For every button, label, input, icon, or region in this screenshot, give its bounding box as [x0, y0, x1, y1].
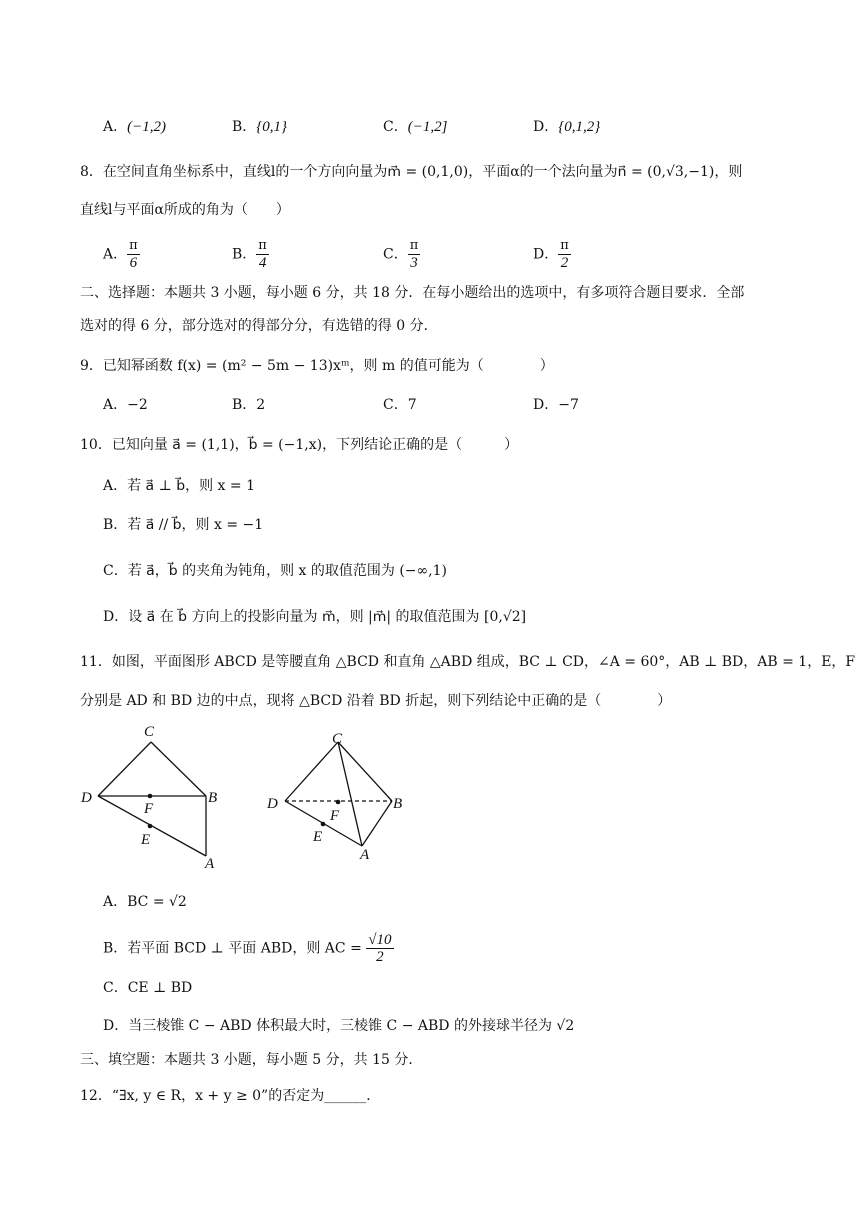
- q7-option-a: A．(−1,2): [103, 119, 166, 135]
- q10-option-d: D．设 a⃗ 在 b⃗ 方向上的投影向量为 m⃗，则 |m⃗| 的取值范围为 [0,√2]: [103, 609, 527, 625]
- section2-heading-line2: 选对的得 6 分，部分选对的得部分分，有选错的得 0 分．: [80, 318, 438, 334]
- q9-option-c: C．7: [383, 397, 417, 413]
- q11-option-d: D．当三棱锥 C − ABD 体积最大时，三棱锥 C − ABD 的外接球半径为 √2: [103, 1018, 575, 1034]
- q9-option-a: A．−2: [103, 397, 148, 413]
- q11-option-b: B．若平面 BCD ⊥ 平面 ABD，则 AC = $\frac{√10}{2}$: [103, 932, 392, 965]
- q7-option-d: D．{0,1,2}: [533, 119, 601, 135]
- q11-figure-planar: [78, 720, 228, 870]
- q11-figure-folded: [262, 728, 412, 863]
- fig1-label-e: E: [141, 832, 151, 848]
- q10-option-c: C．若 a⃗，b⃗ 的夹角为钝角，则 x 的取值范围为 (−∞,1): [103, 563, 447, 579]
- q11-stem-line1: 11．如图，平面图形 ABCD 是等腰直角 △BCD 和直角 △ABD 组成，BC ⊥ CD，∠A = 60°，AB ⊥ BD，AB = 1，E，F: [80, 654, 856, 670]
- fig2-label-b: B: [393, 796, 403, 812]
- section3-heading: 三、填空题：本题共 3 小题，每小题 5 分，共 15 分．: [80, 1052, 423, 1068]
- q11-option-c: C．CE ⊥ BD: [103, 980, 193, 996]
- fig1-label-c: C: [144, 724, 155, 740]
- q9-option-b: B．2: [232, 397, 266, 413]
- fig2-label-f: F: [330, 808, 340, 824]
- q8-stem-line2: 直线l与平面α所成的角为（ ）: [80, 202, 290, 218]
- fig1-label-b: B: [208, 790, 218, 806]
- q7-option-b: B．{0,1}: [232, 119, 288, 135]
- fig1-label-d: D: [81, 790, 92, 806]
- q11-stem-line2: 分别是 AD 和 BD 边的中点，现将 △BCD 沿着 BD 折起，则下列结论中正确的是（ ）: [80, 693, 672, 709]
- q9-stem: 9．已知幂函数 f(x) = (m² − 5m − 13)xᵐ，则 m 的值可能为（ ）: [80, 358, 554, 374]
- q8-stem-line1: 8．在空间直角坐标系中，直线l的一个方向向量为m⃗ = (0,1,0)，平面α的一个法向量为n⃗ = (0,√3,−1)，则: [80, 164, 743, 180]
- q11-option-a: A．BC = √2: [103, 894, 187, 910]
- q10-stem: 10．已知向量 a⃗ = (1,1)，b⃗ = (−1,x)，下列结论正确的是（ ）: [80, 437, 519, 453]
- section2-heading-line1: 二、选择题：本题共 3 小题，每小题 6 分，共 18 分．在每小题给出的选项中，有多项符合题目要求．全部: [80, 285, 745, 301]
- fig2-label-c: C: [332, 731, 343, 747]
- q8-option-c: C． $\frac{\pi}{3}$: [383, 238, 419, 271]
- q10-option-a: A．若 a⃗ ⊥ b⃗，则 x = 1: [103, 478, 255, 494]
- fig2-label-a: A: [360, 847, 370, 863]
- q10-option-b: B．若 a⃗ // b⃗，则 x = −1: [103, 517, 264, 533]
- q7-option-c: C．(−1,2]: [383, 119, 448, 135]
- fig1-label-a: A: [205, 856, 215, 870]
- fig1-label-f: F: [144, 801, 154, 817]
- q8-option-b: B． $\frac{\pi}{4}$: [232, 238, 267, 271]
- q8-option-d: D． $\frac{\pi}{2}$: [533, 238, 569, 271]
- fig2-label-d: D: [267, 796, 278, 812]
- q12-stem: 12．“∃x, y ∈ R，x + y ≥ 0”的否定为______．: [80, 1088, 381, 1104]
- q9-option-d: D．−7: [533, 397, 579, 413]
- q8-option-a: A． $\frac{\pi}{6}$: [103, 238, 138, 271]
- fig2-label-e: E: [313, 829, 323, 845]
